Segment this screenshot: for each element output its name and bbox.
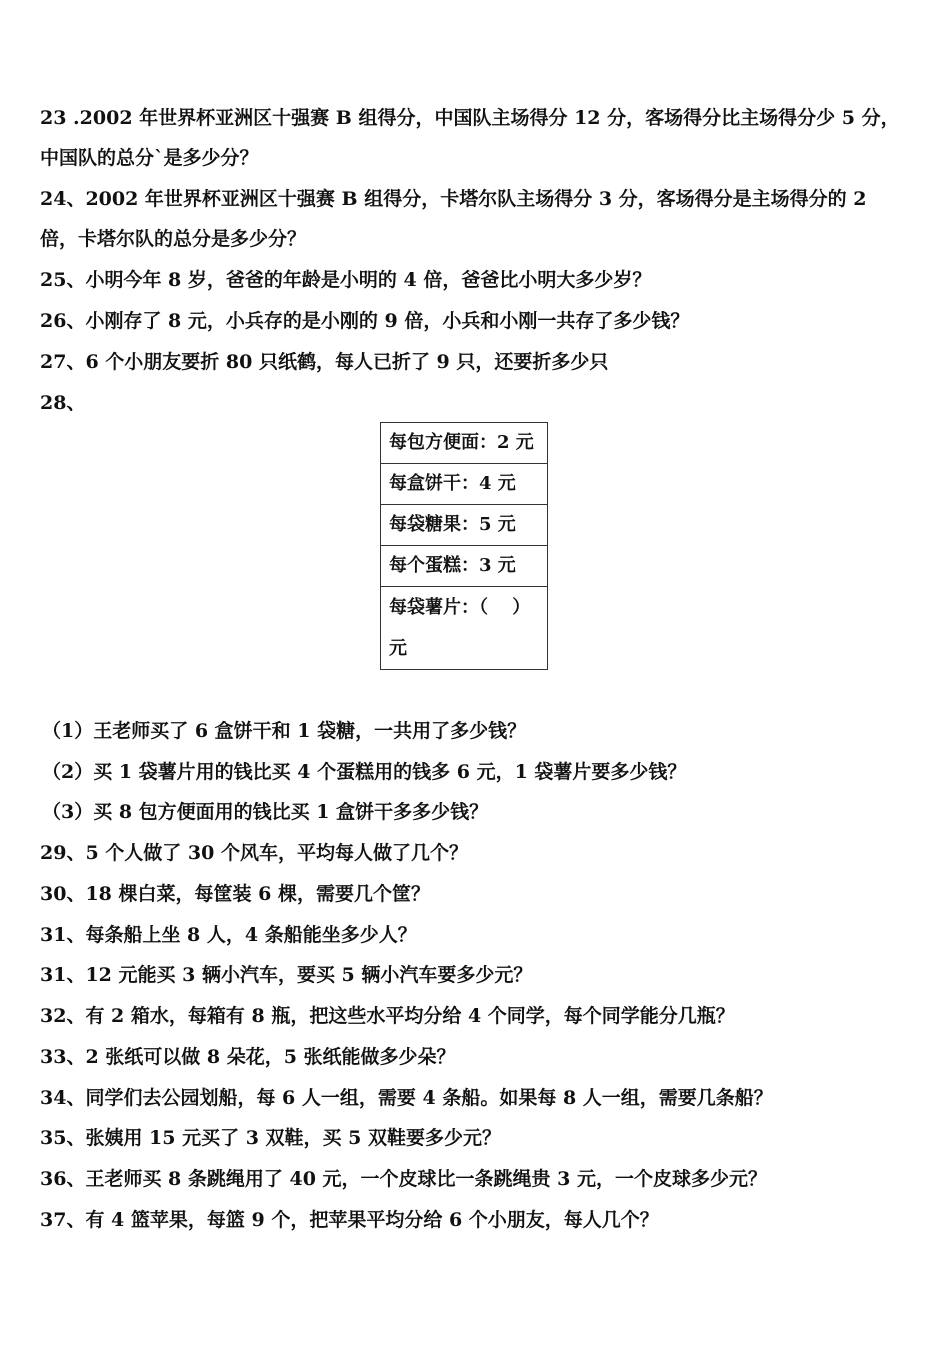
question-31b: 31、12 元能买 3 辆小汽车，要买 5 辆小汽车要多少元？ <box>40 964 533 986</box>
price-cell-biscuits: 每盒饼干：4 元 <box>381 464 548 505</box>
question-24-line-1: 24、2002 年世界杯亚洲区十强赛 B 组得分，卡塔尔队主场得分 3 分，客场得分是主场得分的 2 <box>40 188 867 210</box>
question-29: 29、5 个人做了 30 个风车，平均每人做了几个？ <box>40 842 468 864</box>
question-23-line-2: 中国队的总分`是多少分？ <box>40 147 259 169</box>
question-37: 37、有 4 篮苹果，每篮 9 个，把苹果平均分给 6 个小朋友，每人几个？ <box>40 1209 659 1231</box>
question-30: 30、18 棵白菜，每筐装 6 棵，需要几个筐？ <box>40 883 430 905</box>
question-33: 33、2 张纸可以做 8 朵花，5 张纸能做多少朵？ <box>40 1046 456 1068</box>
question-31a: 31、每条船上坐 8 人，4 条船能坐多少人？ <box>40 924 417 946</box>
table-row <box>381 423 548 464</box>
sub-question-3: （3）买 8 包方便面用的钱比买 1 盒饼干多多少钱？ <box>42 801 489 823</box>
question-35: 35、张姨用 15 元买了 3 双鞋，买 5 双鞋要多少元？ <box>40 1127 502 1149</box>
price-table <box>380 422 548 670</box>
sub-question-2: （2）买 1 袋薯片用的钱比买 4 个蛋糕用的钱多 6 元，1 袋薯片要多少钱？ <box>42 761 687 783</box>
table-row <box>381 546 548 587</box>
question-26: 26、小刚存了 8 元，小兵存的是小刚的 9 倍，小兵和小刚一共存了多少钱？ <box>40 310 690 332</box>
price-cell-candy: 每袋糖果：5 元 <box>381 505 548 546</box>
question-36: 36、王老师买 8 条跳绳用了 40 元，一个皮球比一条跳绳贵 3 元，一个皮球多少元？ <box>40 1168 768 1190</box>
question-34: 34、同学们去公园划船，每 6 人一组，需要 4 条船。如果每 8 人一组，需要几条船？ <box>40 1087 773 1109</box>
sub-question-1: （1）王老师买了 6 盒饼干和 1 袋糖，一共用了多少钱？ <box>42 720 527 742</box>
price-cell-instant-noodles: 每包方便面：2 元 <box>381 423 548 464</box>
question-27: 27、6 个小朋友要折 80 只纸鹤，每人已折了 9 只，还要折多少只 <box>40 351 609 373</box>
table-row <box>381 464 548 505</box>
question-24-line-2: 倍，卡塔尔队的总分是多少分？ <box>40 228 307 250</box>
question-23-line-1: 23 .2002 年世界杯亚洲区十强赛 B 组得分，中国队主场得分 12 分，客场得分比主场得分少 5 分， <box>40 107 900 129</box>
table-row <box>381 505 548 546</box>
question-32: 32、有 2 箱水，每箱有 8 瓶，把这些水平均分给 4 个同学，每个同学能分几瓶？ <box>40 1005 735 1027</box>
question-25: 25、小明今年 8 岁，爸爸的年龄是小明的 4 倍，爸爸比小明大多少岁？ <box>40 269 652 291</box>
question-28-label: 28、 <box>40 392 86 414</box>
price-cell-chips: 每袋薯片：（ ）元 <box>381 587 548 670</box>
price-cell-cake: 每个蛋糕：3 元 <box>381 546 548 587</box>
table-row <box>381 587 548 670</box>
